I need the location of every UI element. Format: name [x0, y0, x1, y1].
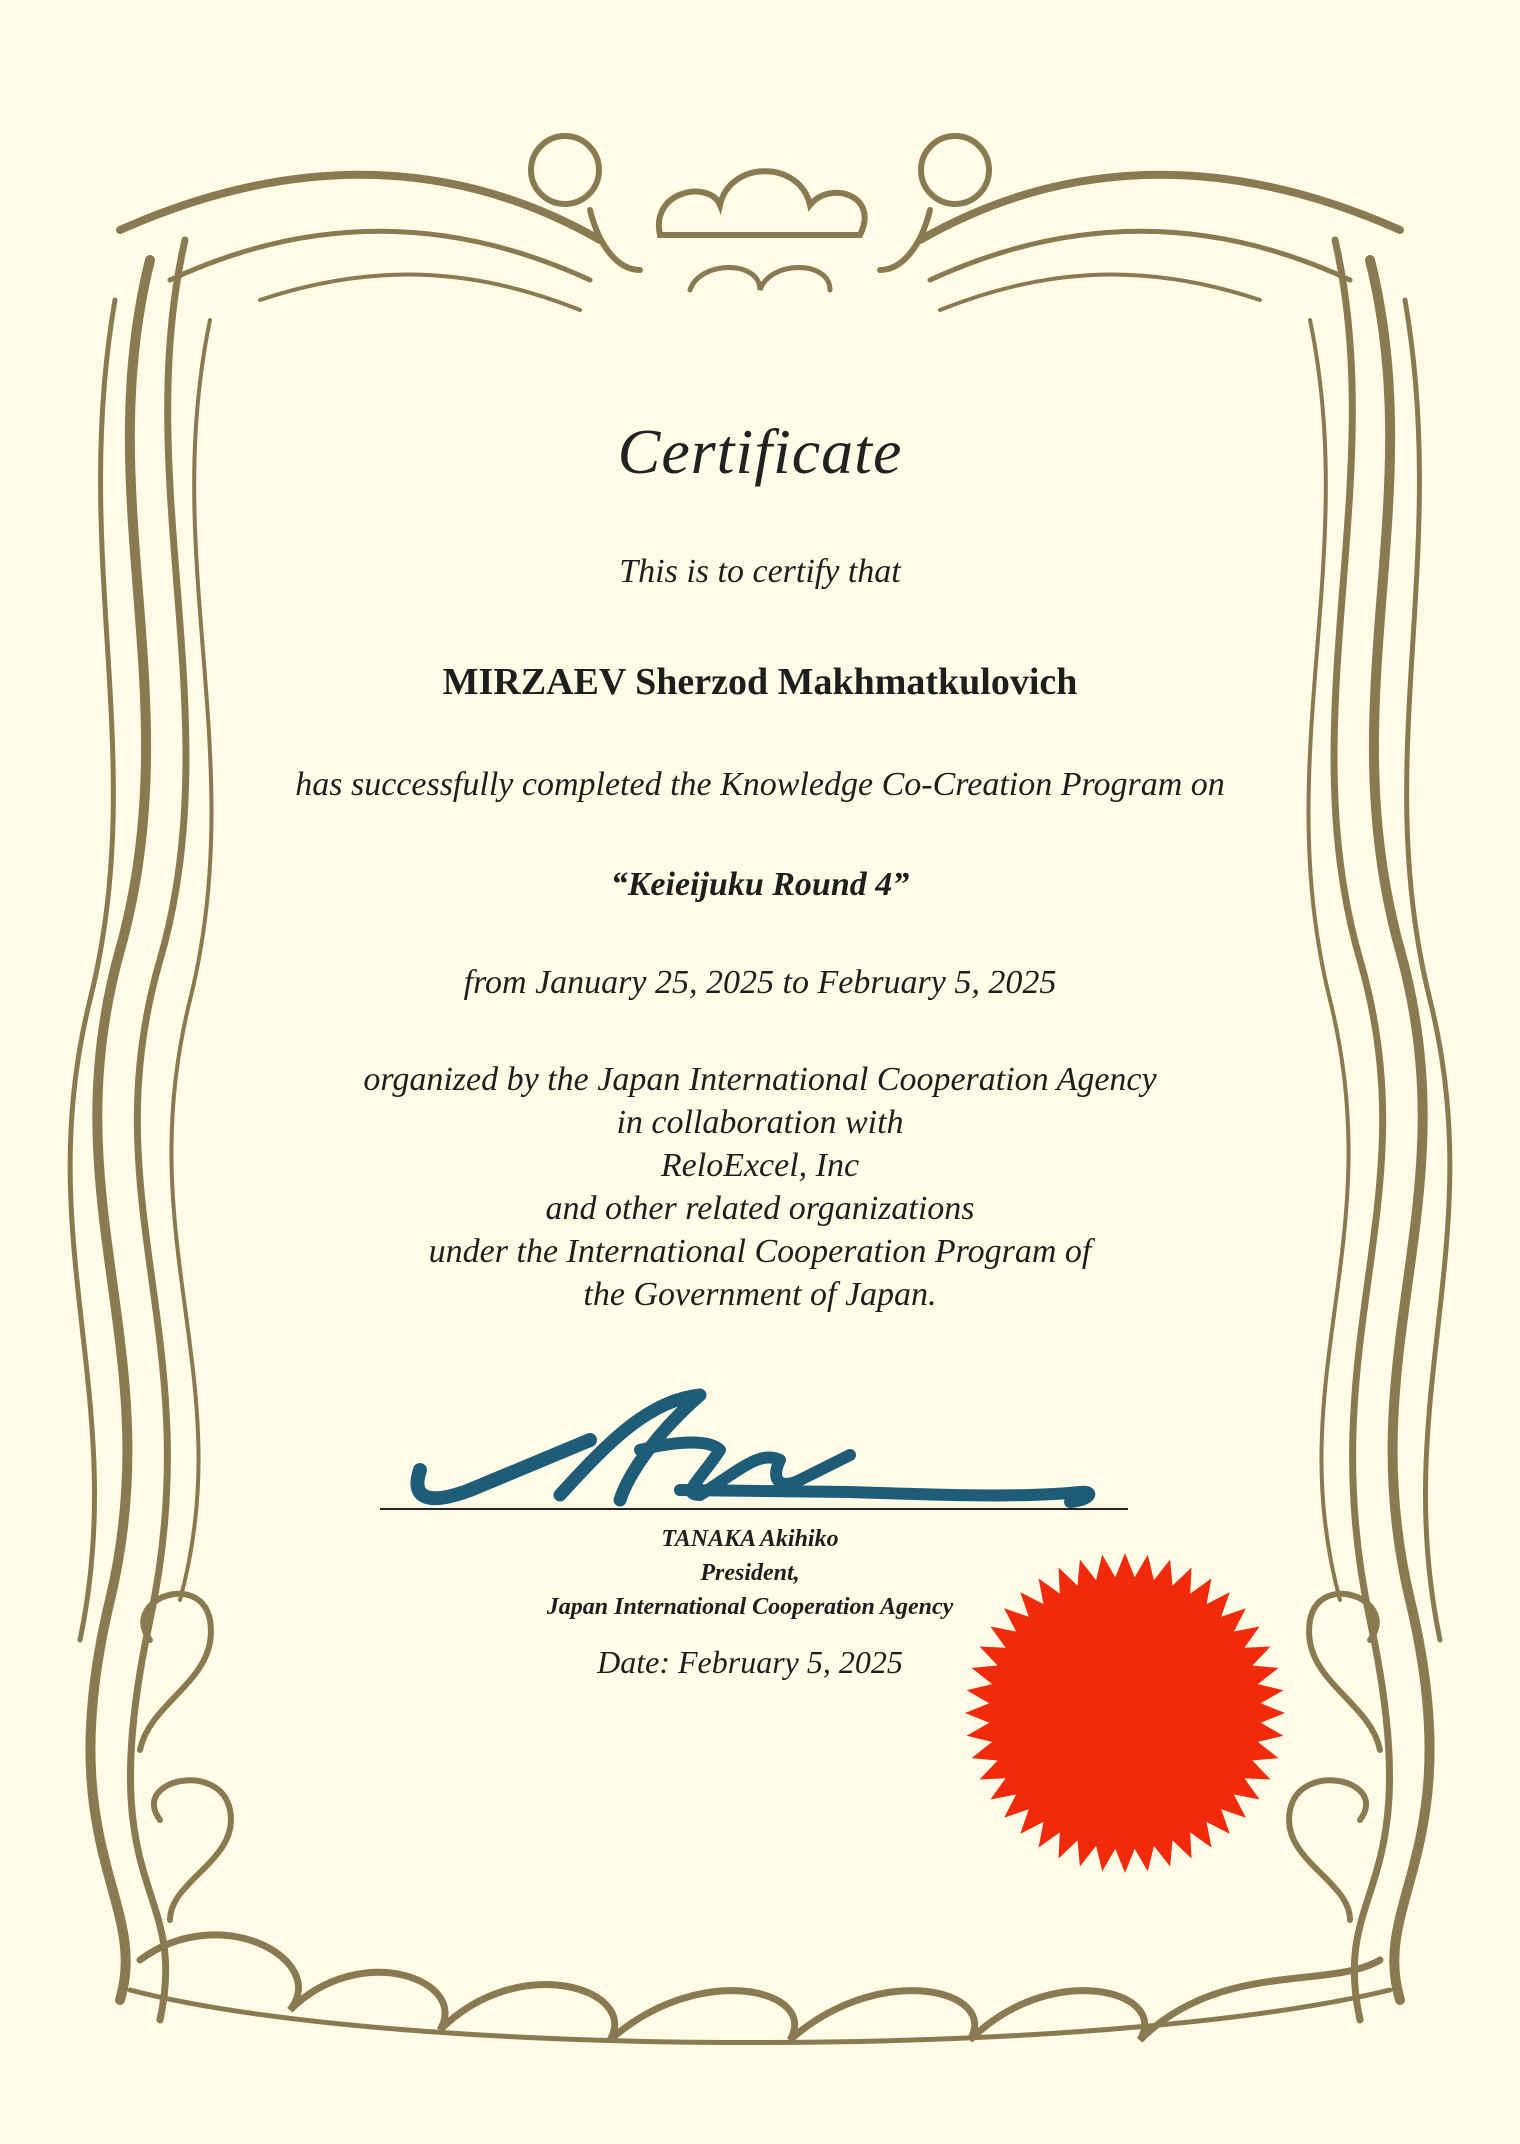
organizer-line: and other related organizations: [545, 1190, 975, 1227]
signature-line: [380, 1508, 1128, 1510]
signatory-name: TANAKA Akihiko: [661, 1526, 839, 1552]
organizer-line: the Government of Japan.: [583, 1276, 937, 1313]
red-seal: [960, 1548, 1290, 1878]
organizer-line: in collaboration with: [616, 1104, 904, 1141]
issue-date: Date: February 5, 2025: [597, 1644, 903, 1680]
signatory-title: President,: [700, 1560, 800, 1586]
certify-line: This is to certify that: [619, 553, 901, 590]
organizer-block: [0, 1058, 1520, 1316]
program-dates: from January 25, 2025 to February 5, 2025: [463, 964, 1057, 1001]
completion-statement: has successfully completed the Knowledge Co-Creation Program on: [295, 766, 1225, 803]
organizer-line: under the International Cooperation Program of: [428, 1233, 1092, 1270]
signatory-organization: Japan International Cooperation Agency: [546, 1594, 954, 1620]
recipient-name: MIRZAEV Sherzod Makhmatkulovich: [442, 661, 1078, 703]
program-name: “Keieijuku Round 4”: [610, 866, 910, 903]
organizer-line: ReloExcel, Inc: [660, 1147, 860, 1184]
organizer-line: organized by the Japan International Cooperation Agency: [363, 1061, 1157, 1098]
certificate-title: Certificate: [617, 416, 903, 487]
